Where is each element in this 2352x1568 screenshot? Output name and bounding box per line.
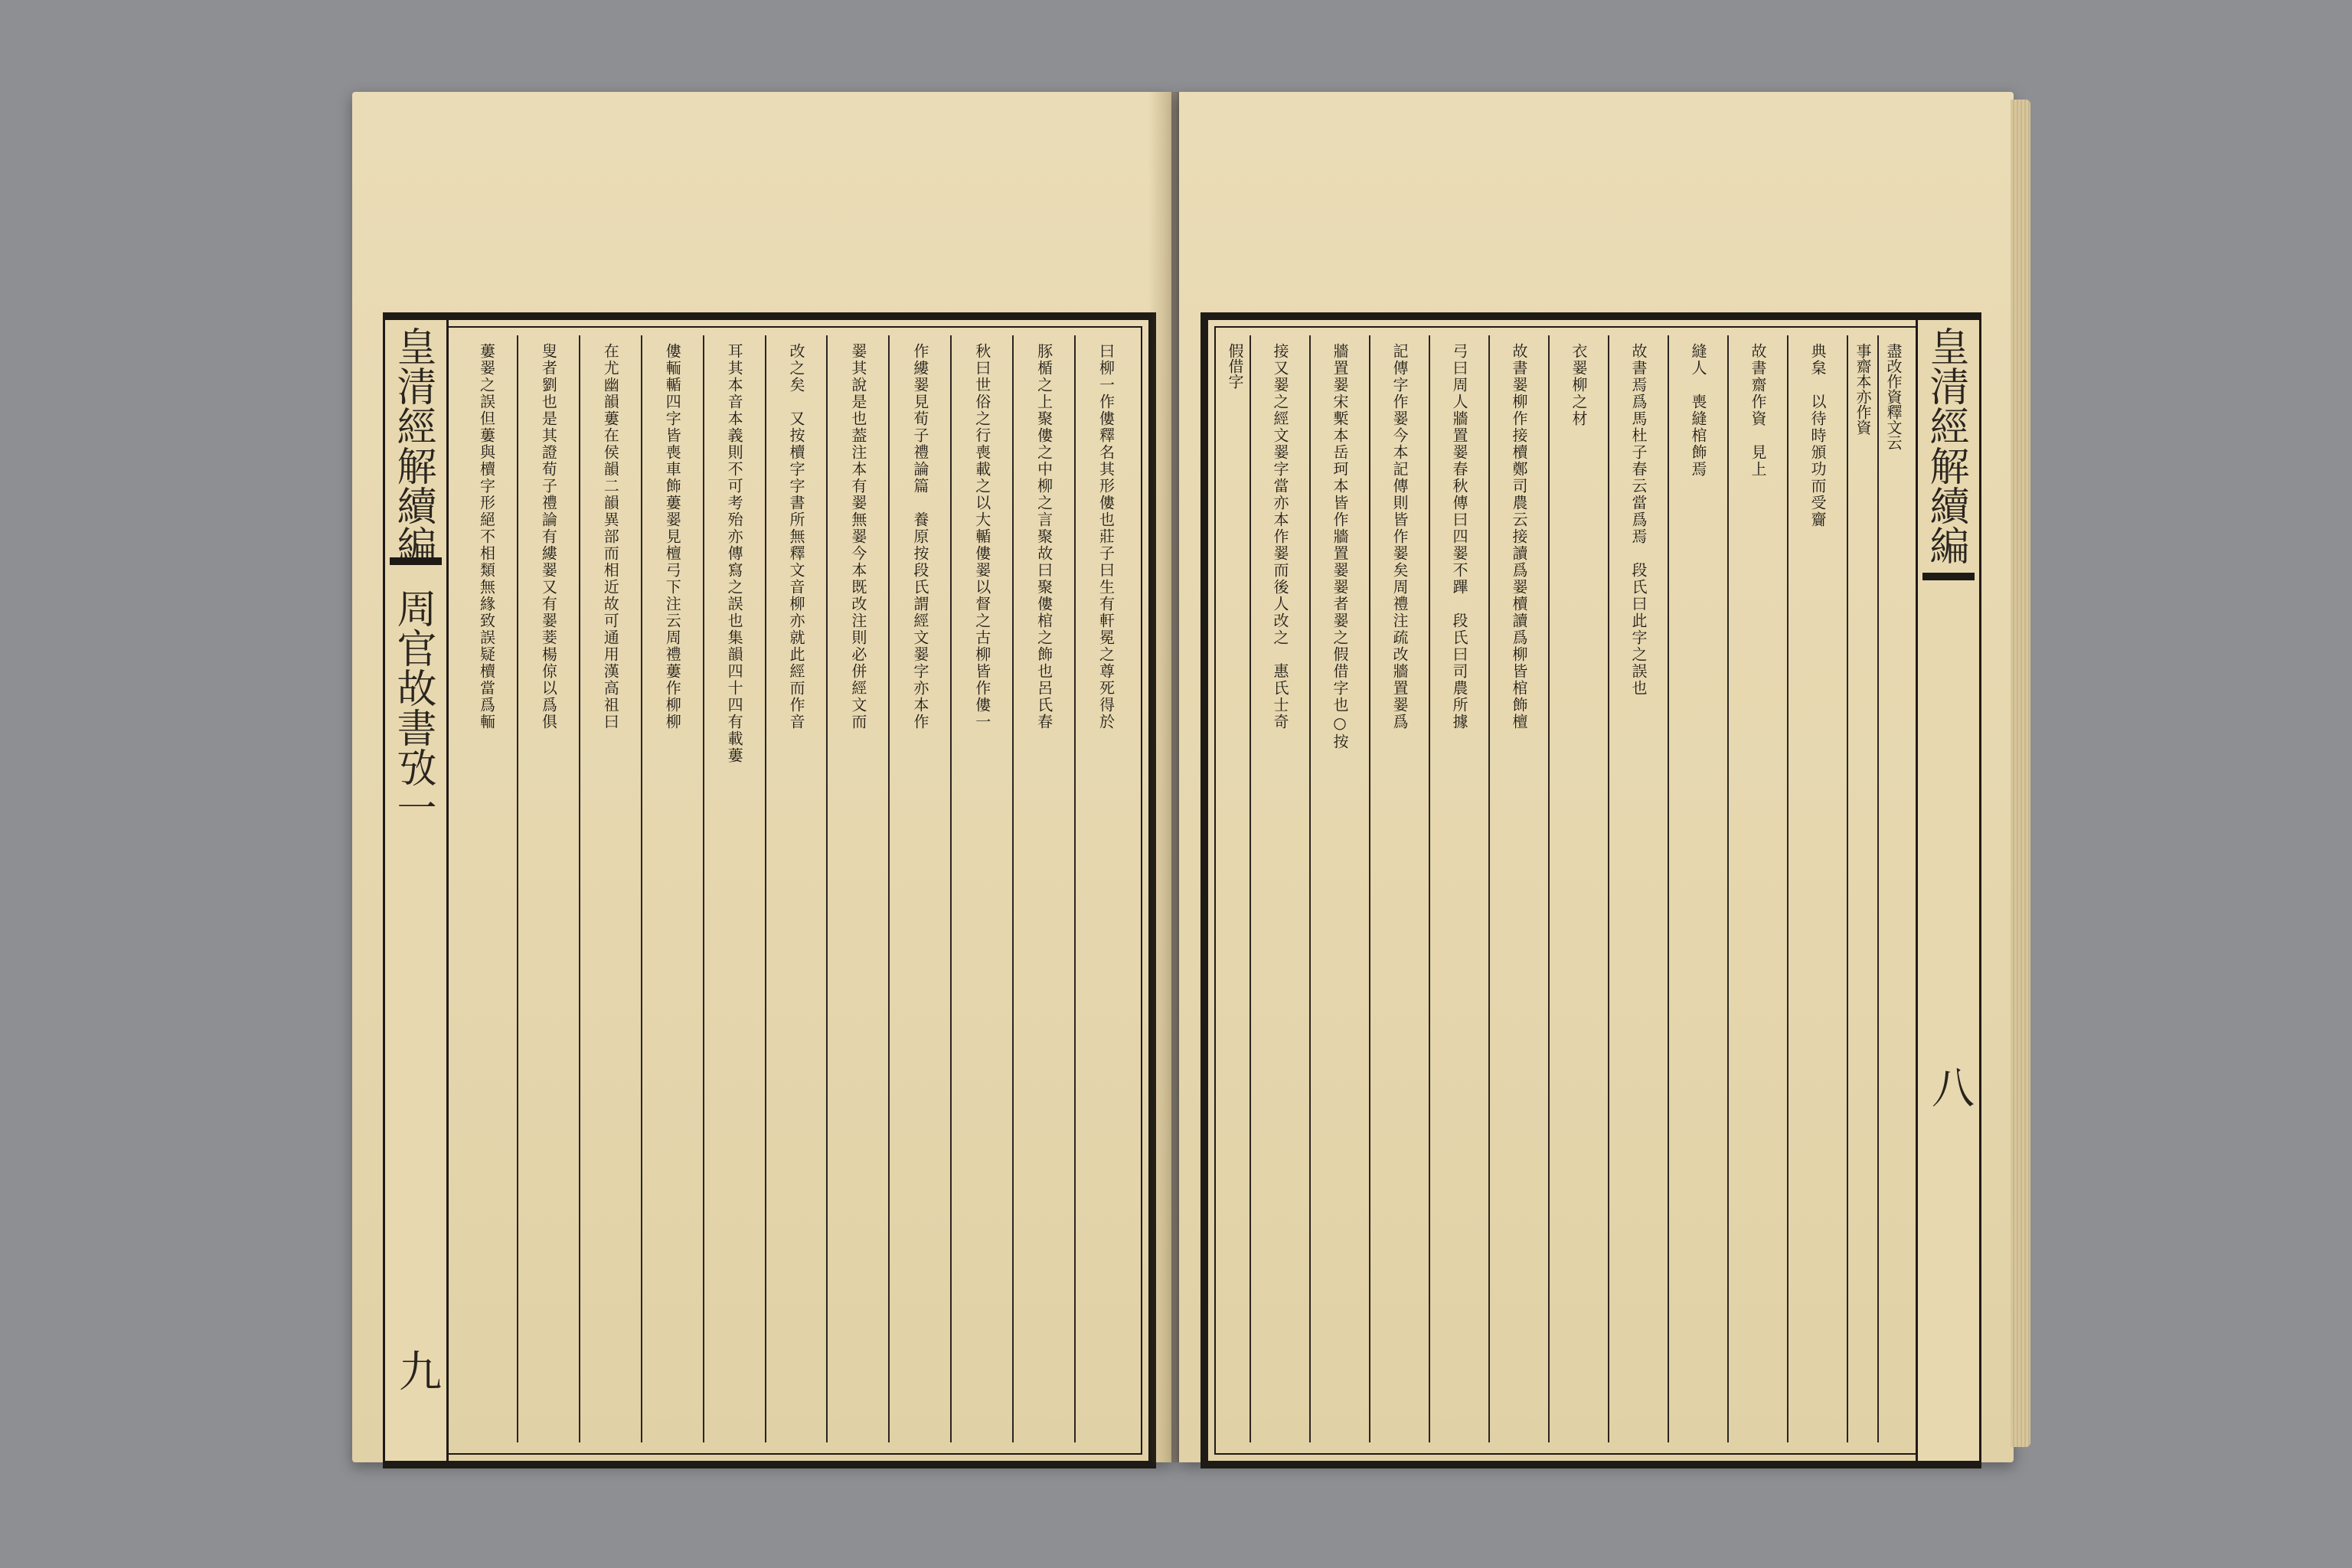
text-column: 作縷翣見荀子禮論篇 養原按段氏謂經文翣字亦本作 <box>888 335 950 1442</box>
left-text-columns <box>456 335 1136 1442</box>
section-title: 周官故書攷一 <box>390 588 436 827</box>
folio-number: 九 <box>399 1348 442 1397</box>
text-column: 秋曰世俗之行喪載之以大輴僂翣以督之古柳皆作僂一 <box>950 335 1012 1442</box>
open-book <box>352 92 2014 1478</box>
fish-tail-mark <box>1922 573 1975 597</box>
text-column: 蔞翣之誤但蔞與櫝字形絕不相類無緣致誤疑櫝當爲輀 <box>477 343 496 730</box>
book-title: 皇清經解續編 <box>390 326 436 565</box>
text-column: 牆置翣宋槧本岳珂本皆作牆置翣翣者翣之假借字也○按 <box>1309 335 1369 1442</box>
right-page <box>1179 92 2014 1462</box>
right-page-frame <box>1200 312 1981 1468</box>
left-page-frame <box>383 312 1156 1468</box>
book-title: 皇清經解續編 <box>1922 326 1968 565</box>
left-page-center-column <box>383 320 449 1461</box>
text-column: 記傳字作翣今本記傳則皆作翣矣周禮注疏改牆置翣爲 <box>1369 335 1429 1442</box>
text-column-note: 事齋本亦作資 <box>1847 335 1877 1442</box>
text-column: 縫人 喪縫棺飾焉 <box>1668 335 1727 1442</box>
text-column-note: 假借字 <box>1226 343 1244 389</box>
right-text-columns <box>1220 335 1908 1442</box>
text-column-note: 盡改作資釋文云 <box>1877 335 1908 1442</box>
text-column: 豚楯之上聚僂之中柳之言聚故曰聚僂棺之飾也呂氏春 <box>1012 335 1074 1442</box>
text-column: 故書齋作資 見上 <box>1727 335 1787 1442</box>
text-column: 改之矣 又按櫝字字書所無釋文音柳亦就此經而作音 <box>765 335 827 1442</box>
right-page-center-column <box>1916 320 1981 1461</box>
text-column: 故書翣柳作接櫝鄭司農云接讀爲翣櫝讀爲柳皆棺飾檀 <box>1488 335 1548 1442</box>
folio-number: 八 <box>1932 1064 1975 1114</box>
text-column: 在尤幽韻蔞在侯韻二韻異部而相近故可通用漢高祖曰 <box>579 335 641 1442</box>
text-column: 故書焉爲馬杜子春云當爲焉 段氏曰此字之誤也 <box>1608 335 1668 1442</box>
text-column: 曰柳一作僂釋名其形僂也莊子曰生有軒冕之尊死得於 <box>1074 335 1136 1442</box>
text-column: 耳其本音本義則不可考殆亦傳寫之誤也集韻四十四有載蔞 <box>703 335 765 1442</box>
text-column: 接又翣之經文翣字當亦本作翣而後人改之 惠氏士奇 <box>1250 335 1309 1442</box>
text-column: 衣翣柳之材 <box>1548 335 1608 1442</box>
text-column: 翣其說是也葢注本有翣無翣今本既改注則必併經文而 <box>826 335 888 1442</box>
page-edges <box>2011 100 2030 1447</box>
text-column: 叟者劉也是其證荀子禮論有縷翣又有翣菨楊倞以爲俱 <box>517 335 579 1442</box>
text-column: 典枲 以待時頒功而受齎 <box>1787 335 1847 1442</box>
left-page <box>352 92 1171 1462</box>
text-column: 弓曰周人牆置翣春秋傳曰四翣不蹕 段氏曰司農所據 <box>1429 335 1488 1442</box>
text-column: 僂輀輴四字皆喪車飾蔞翣見檀弓下注云周禮蔞作柳柳 <box>641 335 703 1442</box>
fish-tail-mark <box>390 557 442 582</box>
